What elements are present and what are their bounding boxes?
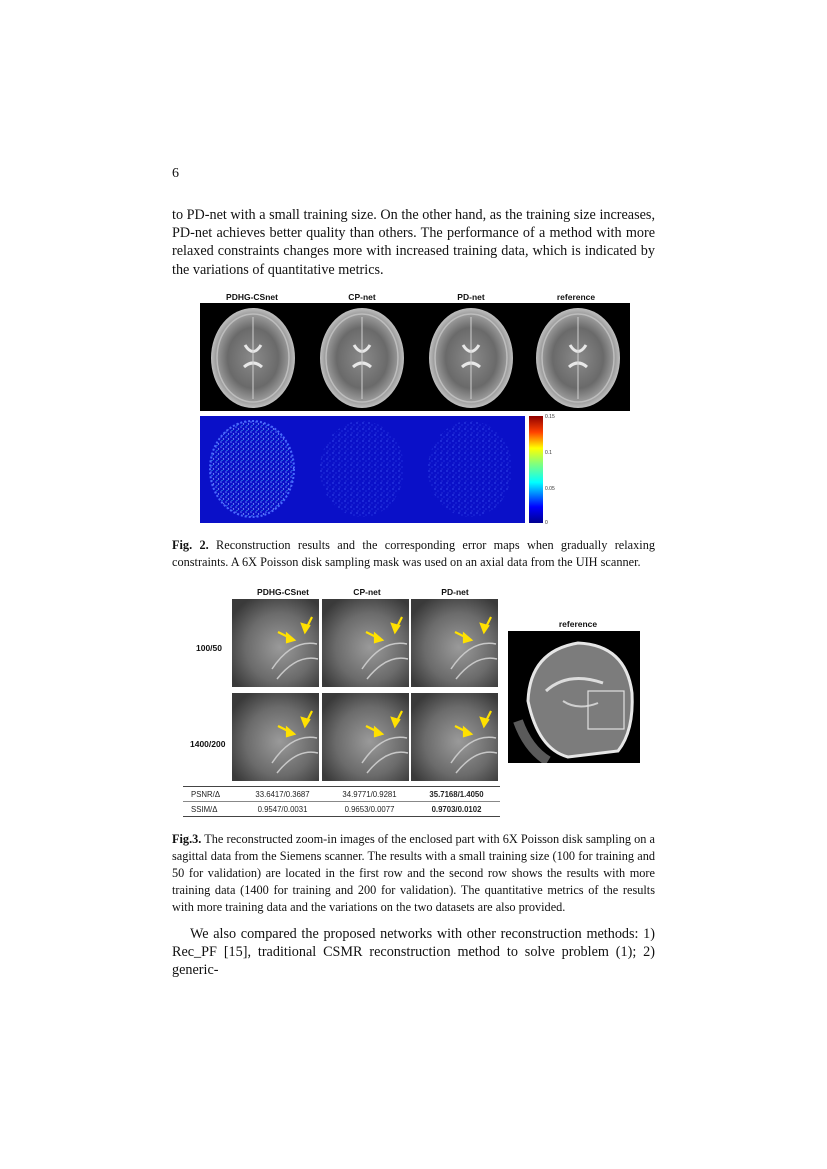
metric-label-psnr: PSNR/Δ xyxy=(183,787,239,802)
fig3-label-pdhg-csnet: PDHG-CSnet xyxy=(257,587,309,597)
figure-3-caption xyxy=(172,831,655,916)
colorbar-tick-015: 0.15 xyxy=(545,414,555,420)
fig3-row-label-large: 1400/200 xyxy=(190,739,226,749)
table-row xyxy=(183,787,500,802)
fig2-error-map-pdhg-csnet xyxy=(210,421,294,517)
fig2-error-map-pd-net xyxy=(428,421,512,517)
fig2-label-cp-net: CP-net xyxy=(348,292,376,302)
body-paragraph-1: to PD-net with a small training size. On the other hand, as the training size increases, PD-net achieves better quality than others. The performance of a method with more relaxed constraints changes more with increased training data, which is indicated by the variations of quantitative metrics. xyxy=(172,207,655,278)
fig3-row-label-small: 100/50 xyxy=(196,643,222,653)
fig2-brain-reference xyxy=(536,308,620,408)
fig2-caption-text: Reconstruction results and the corresponding error maps when gradually relaxing constraints. A 6X Poisson disk sampling mask was used on an axial data from the UIH scanner. xyxy=(172,538,655,569)
fig3-zoom-images xyxy=(232,599,500,782)
page-number: 6 xyxy=(172,166,179,181)
colorbar-tick-005: 0.05 xyxy=(545,486,555,492)
fig2-label-reference: reference xyxy=(556,292,596,302)
colorbar-tick-01: 0.1 xyxy=(545,450,552,456)
fig2-caption-label: Fig. 2. xyxy=(172,538,209,552)
fig3-sagittal-reference xyxy=(508,631,640,763)
fig3-caption-text: The reconstructed zoom-in images of the enclosed part with 6X Poisson disk sampling on a sagittal data from the Siemens scanner. The results with a small training size (100 for training and 50 for validation) are located in the first row and the second row shows the results with more training data (1400 for training and 200 for validation). The quantitative metrics of the results with more training data and the variations on the two datasets are also provided. xyxy=(172,832,655,914)
fig3-metrics-table xyxy=(183,786,500,817)
fig2-brain-cp-net xyxy=(320,308,404,408)
fig2-brain-pd-net xyxy=(429,308,513,408)
fig2-brain-pdhg-csnet xyxy=(211,308,295,408)
fig2-error-maps xyxy=(200,416,525,523)
fig2-error-map-cp-net xyxy=(320,421,404,517)
metric-psnr-pd: 35.7168/1.4050 xyxy=(413,787,500,802)
fig3-label-cp-net: CP-net xyxy=(353,587,381,597)
metric-label-ssim: SSIM/Δ xyxy=(183,802,239,817)
metric-ssim-pd: 0.9703/0.0102 xyxy=(413,802,500,817)
fig3-row-2 xyxy=(232,693,498,781)
metric-ssim-pdhg: 0.9547/0.0031 xyxy=(239,802,326,817)
table-row xyxy=(183,802,500,817)
body-paragraph-2: We also compared the proposed networks with other reconstruction methods: 1) Rec_PF [15], traditional CSMR reconstruction method to solve problem (1); 2) generic- xyxy=(172,926,655,979)
fig2-label-pdhg-csnet: PDHG-CSnet xyxy=(226,292,278,302)
fig2-axial-images xyxy=(200,303,630,411)
fig2-label-pd-net: PD-net xyxy=(457,292,485,302)
figure-2-caption xyxy=(172,537,655,571)
metric-psnr-pdhg: 33.6417/0.3687 xyxy=(239,787,326,802)
metric-ssim-cp: 0.9653/0.0077 xyxy=(326,802,413,817)
metric-psnr-cp: 34.9771/0.9281 xyxy=(326,787,413,802)
fig3-label-pd-net: PD-net xyxy=(441,587,469,597)
fig2-colorbar xyxy=(529,416,543,523)
fig3-label-reference: reference xyxy=(558,619,598,629)
fig3-row-1 xyxy=(232,599,498,687)
fig3-caption-label: Fig.3. xyxy=(172,832,202,846)
colorbar-tick-0: 0 xyxy=(545,520,548,526)
